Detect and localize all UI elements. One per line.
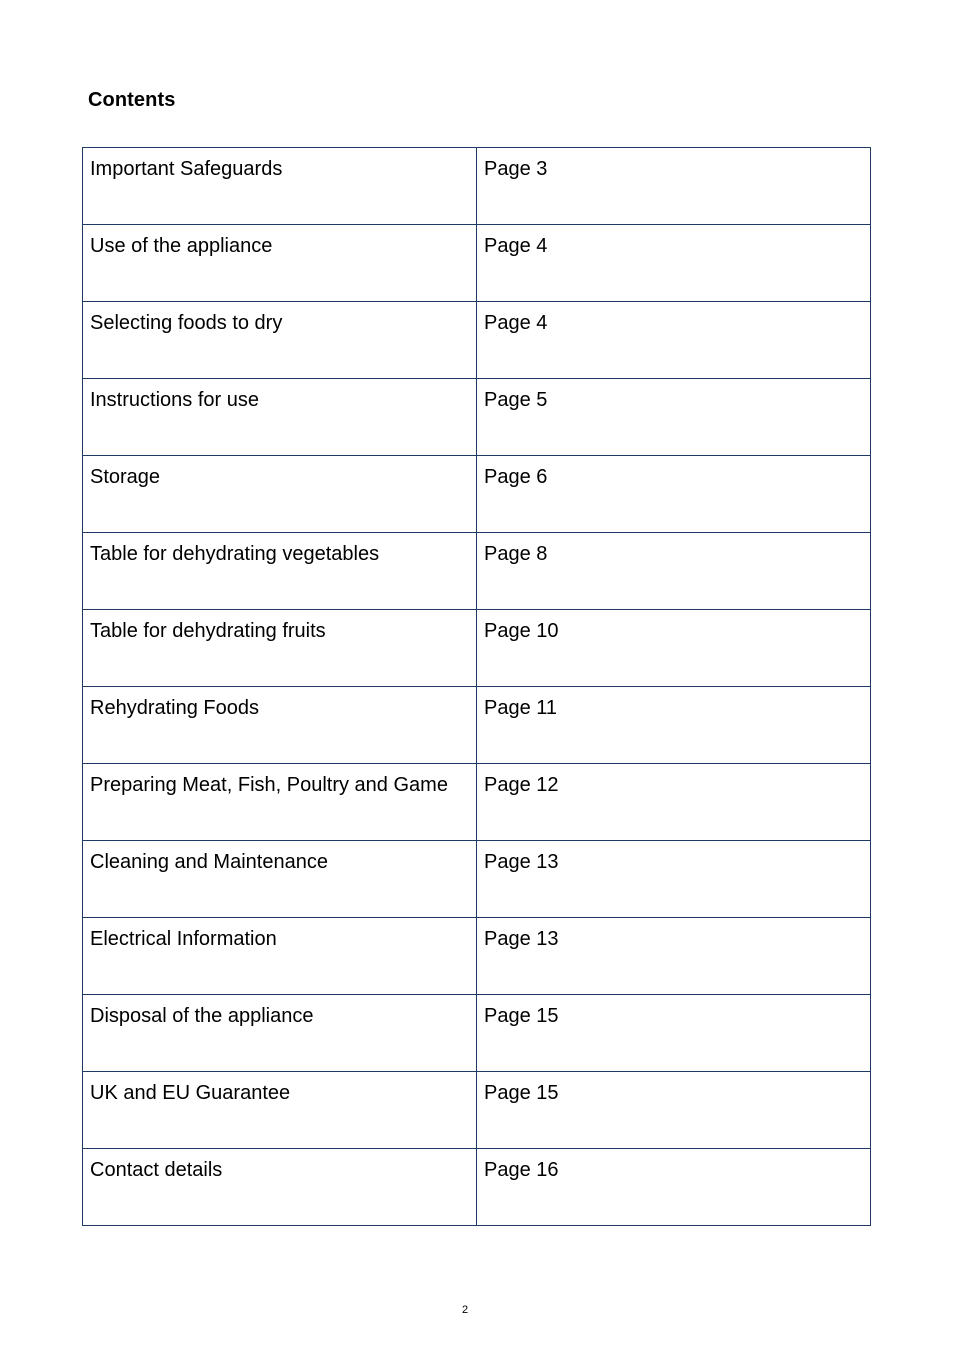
entry-title: Preparing Meat, Fish, Poultry and Game [83, 764, 477, 841]
entry-page: Page 10 [477, 610, 871, 687]
entry-title: Important Safeguards [83, 148, 477, 225]
entry-title: Contact details [83, 1149, 477, 1226]
table-row [83, 995, 871, 1072]
entry-title: Disposal of the appliance [83, 995, 477, 1072]
table-row [83, 533, 871, 610]
contents-table [82, 147, 871, 1226]
table-row [83, 225, 871, 302]
entry-title: Electrical Information [83, 918, 477, 995]
entry-page: Page 13 [477, 841, 871, 918]
entry-page: Page 16 [477, 1149, 871, 1226]
contents-heading: Contents [88, 89, 176, 111]
entry-page: Page 5 [477, 379, 871, 456]
entry-page: Page 15 [477, 1072, 871, 1149]
table-row [83, 379, 871, 456]
entry-title: Instructions for use [83, 379, 477, 456]
entry-page: Page 8 [477, 533, 871, 610]
table-row [83, 302, 871, 379]
entry-title: Storage [83, 456, 477, 533]
entry-title: Use of the appliance [83, 225, 477, 302]
entry-page: Page 12 [477, 764, 871, 841]
entry-title: Table for dehydrating vegetables [83, 533, 477, 610]
entry-title: Table for dehydrating fruits [83, 610, 477, 687]
entry-page: Page 4 [477, 225, 871, 302]
table-row [83, 1149, 871, 1226]
page-number: 2 [461, 1304, 469, 1316]
table-row [83, 456, 871, 533]
entry-page: Page 3 [477, 148, 871, 225]
table-row [83, 918, 871, 995]
entry-page: Page 11 [477, 687, 871, 764]
table-row [83, 764, 871, 841]
entry-page: Page 6 [477, 456, 871, 533]
table-row [83, 148, 871, 225]
entry-title: Cleaning and Maintenance [83, 841, 477, 918]
entry-page: Page 13 [477, 918, 871, 995]
entry-page: Page 4 [477, 302, 871, 379]
entry-title: UK and EU Guarantee [83, 1072, 477, 1149]
table-row [83, 687, 871, 764]
entry-title: Selecting foods to dry [83, 302, 477, 379]
table-row [83, 841, 871, 918]
table-row [83, 610, 871, 687]
entry-title: Rehydrating Foods [83, 687, 477, 764]
entry-page: Page 15 [477, 995, 871, 1072]
table-row [83, 1072, 871, 1149]
